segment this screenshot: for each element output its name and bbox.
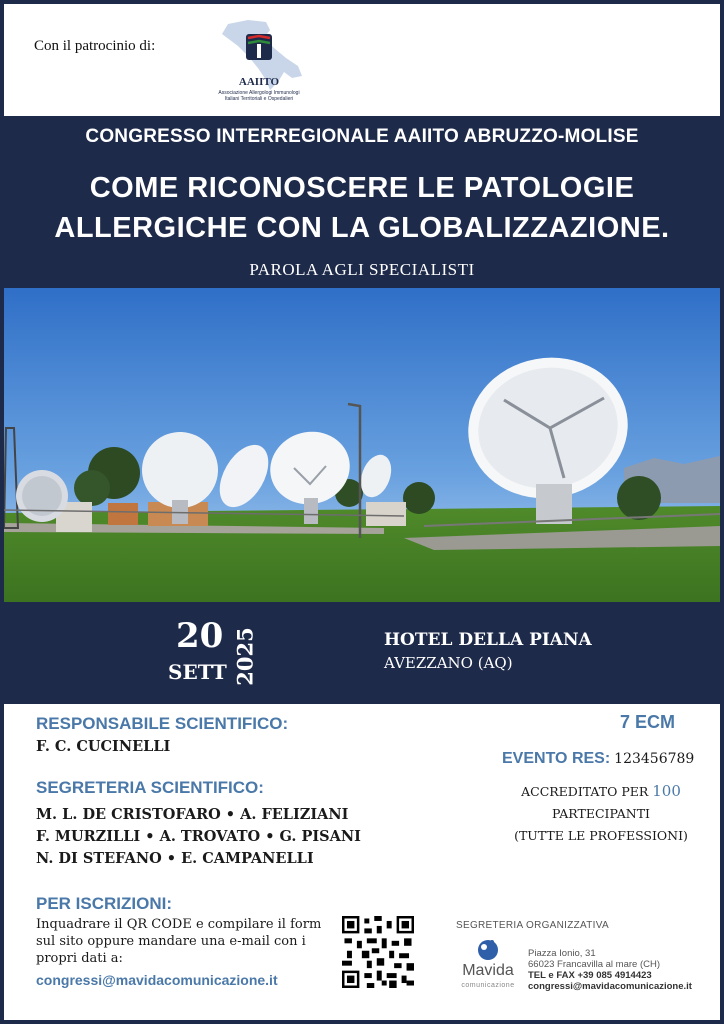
aaiito-logo (200, 12, 318, 112)
organizer-label: SEGRETERIA ORGANIZZATIVA (456, 920, 609, 931)
evento-label: EVENTO RES: (502, 750, 611, 767)
resp-heading: RESPONSABILE SCIENTIFICO: (36, 714, 289, 733)
segr-line: F. MURZILLI • A. TROVATO • G. PISANI (36, 828, 361, 845)
registration-email-link[interactable]: congressi@mavidacomunicazione.it (36, 972, 278, 988)
event-year (228, 618, 262, 688)
event-day: 20 (176, 616, 224, 656)
mavida-brand: Mavida (462, 962, 514, 979)
mavida-logo (456, 938, 526, 994)
accr-line: PARTECIPANTI (552, 806, 650, 821)
accr-line (494, 780, 708, 803)
segr-line: M. L. DE CRISTOFARO • A. FELIZIANI (36, 806, 349, 823)
event-venue: HOTEL DELLA PIANA (384, 630, 592, 650)
organizer-email[interactable]: congressi@mavidacomunicazione.it (528, 981, 692, 992)
qr-code-icon[interactable] (342, 916, 414, 988)
mavida-tagline: comunicazione (461, 982, 515, 989)
address-line: Piazza Ionio, 31 (528, 948, 596, 959)
satellite-dishes-photo (4, 288, 720, 602)
congress-name: CONGRESSO INTERREGIONALE AAIITO ABRUZZO-MOLISE (85, 126, 639, 147)
event-month: SETT (168, 660, 227, 684)
event-title (0, 168, 724, 248)
registration-heading: PER ISCRIZIONI: (36, 894, 173, 913)
mavida-mark-icon (456, 938, 520, 962)
patron-band (4, 4, 720, 116)
logo-name: AAIITO (238, 76, 280, 88)
logo-sub-line: Italiani Territoriali e Ospedalieri (224, 96, 294, 102)
evento-value: 123456789 (614, 751, 695, 767)
phone-line (528, 970, 692, 981)
organizer-address (528, 948, 692, 992)
address-line: 66023 Francavilla al mare (CH) (528, 959, 660, 970)
ecm-credits: 7 ECM (620, 712, 676, 732)
logo-subtitle (200, 90, 318, 102)
organizer-phone: TEL e FAX +39 085 4914423 (528, 970, 652, 981)
logo-sub-line: Associazione Allergologi Immunologi (218, 90, 300, 96)
accr-prefix: ACCREDITATO PER (521, 784, 649, 799)
segr-list (36, 804, 361, 870)
patron-label: Con il patrocinio di: (34, 38, 156, 54)
title-line: COME RICONOSCERE LE PATOLOGIE (89, 172, 635, 204)
event-city: AVEZZANO (AQ) (384, 654, 513, 672)
evento-res (502, 748, 694, 768)
event-subtitle: PAROLA AGLI SPECIALISTI (249, 260, 475, 279)
segr-heading: SEGRETERIA SCIENTIFICO: (36, 778, 264, 797)
header (0, 116, 724, 288)
accr-number: 100 (652, 782, 681, 800)
date-band (0, 602, 724, 704)
email-line[interactable] (528, 981, 692, 992)
accreditation (494, 780, 708, 847)
segr-line: N. DI STEFANO • E. CAMPANELLI (36, 850, 314, 867)
resp-name: F. C. CUCINELLI (36, 738, 171, 755)
accr-line: (TUTTE LE PROFESSIONI) (514, 828, 688, 843)
event-year-text: 2025 (232, 627, 258, 686)
title-line: ALLERGICHE CON LA GLOBALIZZAZIONE. (54, 212, 670, 244)
info-section (4, 704, 720, 1020)
registration-text: Inquadrare il QR CODE e compilare il form sul sito oppure mandare una e-mail con i propri dati a: (36, 917, 322, 966)
